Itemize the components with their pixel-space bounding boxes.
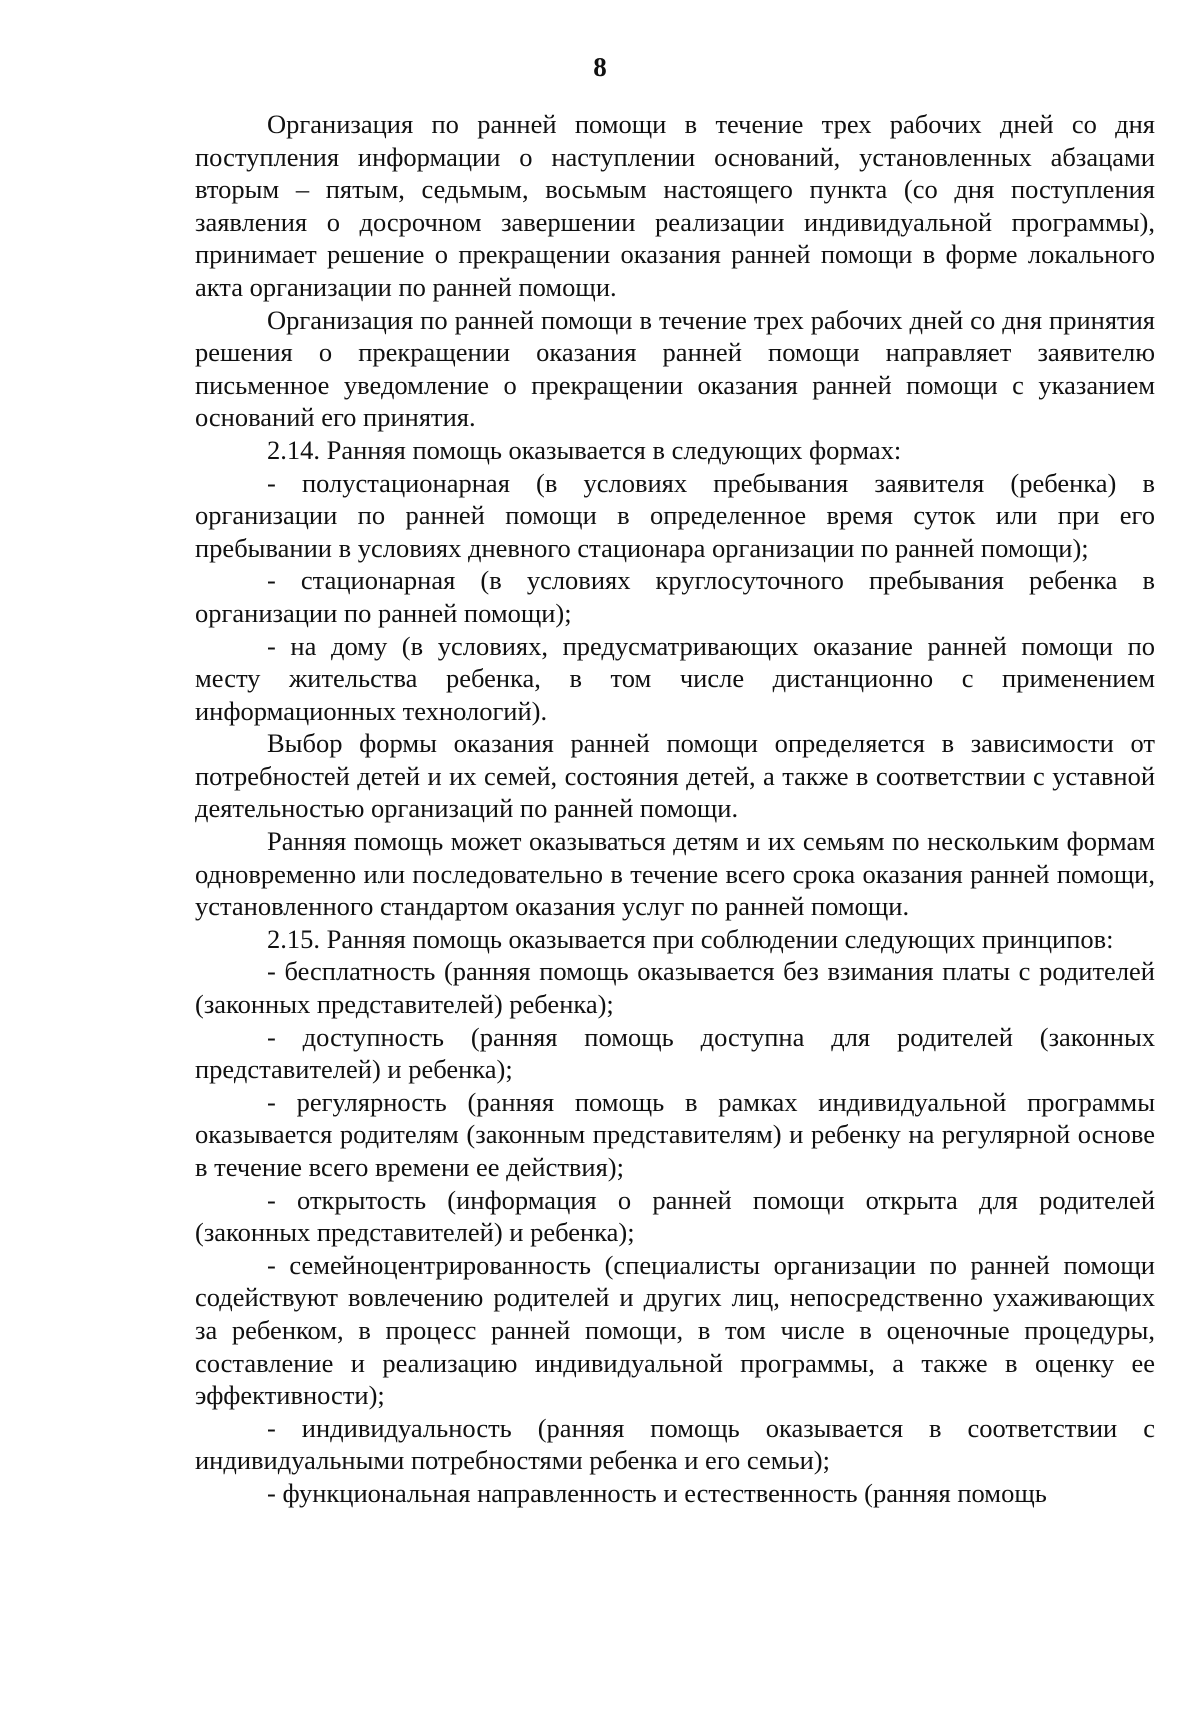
list-item-at-home: - на дому (в условиях, предусматривающих оказание ранней помощи по месту жительства ребенка, в том числе дистанционно с применением информационных технологий). [195,630,1155,726]
list-item-family-centered: - семейноцентрированность (специалисты организации по ранней помощи содействуют вовлечению родителей и других лиц, непосредственно ухаживающих за ребенком, в процесс ранней помощи, в том числе в оценочные процедуры, составление и реализацию индивидуальной программы, а также в оценку ее эффективности); [195,1249,1155,1411]
list-item-free-of-charge: - бесплатность (ранняя помощь оказывается без взимания платы с родителей (законных представителей) ребенка); [195,956,1155,1020]
list-item-openness: - открытость (информация о ранней помощи открыта для родителей (законных представителей) и ребенка); [195,1184,1155,1248]
paragraph-termination-notice: Организация по ранней помощи в течение трех рабочих дней со дня принятия решения о прекращении оказания ранней помощи направляет заявителю письменное уведомление о прекращении оказания ранней помощи с указанием оснований его принятия. [195,304,1155,433]
list-item-regularity: - регулярность (ранняя помощь в рамках индивидуальной программы оказывается родителям (законным представителям) и ребенку на регулярной основе в течение всего времени ее действия); [195,1086,1155,1182]
list-item-functional-orientation: - функциональная направленность и естественность (ранняя помощь [267,1477,1047,1508]
page-number: 8 [593,52,607,82]
list-item-semi-stationary: - полустационарная (в условиях пребывания заявителя (ребенка) в организации по ранней помощи в определенное время суток или при его пребывании в условиях дневного стационара организации по ранней помощи); [195,467,1155,563]
paragraph-form-choice: Выбор формы оказания ранней помощи определяется в зависимости от потребностей детей и их семей, состояния детей, а также в соответствии с уставной деятельностью организаций по ранней помощи. [195,728,1155,824]
list-item-accessibility: - доступность (ранняя помощь доступна для родителей (законных представителей) и ребенка); [195,1021,1155,1085]
list-item-stationary: - стационарная (в условиях круглосуточного пребывания ребенка в организации по ранней помощи); [195,565,1155,628]
document-body [195,108,1155,1510]
list-item-individuality: - индивидуальность (ранняя помощь оказывается в соответствии с индивидуальными потребностями ребенка и его семьи); [195,1412,1155,1476]
paragraph-section-2-15: 2.15. Ранняя помощь оказывается при соблюдении следующих принципов: [267,923,1114,954]
paragraph-termination-decision: Организация по ранней помощи в течение трех рабочих дней со дня поступления информации о наступлении оснований, установленных абзацами вторым – пятым, седьмым, восьмым настоящего пункта (со дня поступления заявления о досрочном завершении реализации индивидуальной программы), принимает решение о прекращении оказания ранней помощи в форме локального акта организации по ранней помощи. [195,109,1155,302]
paragraph-multiple-forms: Ранняя помощь может оказываться детям и их семьям по нескольким формам одновременно или последовательно в течение всего срока оказания ранней помощи, установленного стандартом оказания услуг по ранней помощи. [195,826,1155,922]
paragraph-section-2-14: 2.14. Ранняя помощь оказывается в следующих формах: [267,434,902,465]
